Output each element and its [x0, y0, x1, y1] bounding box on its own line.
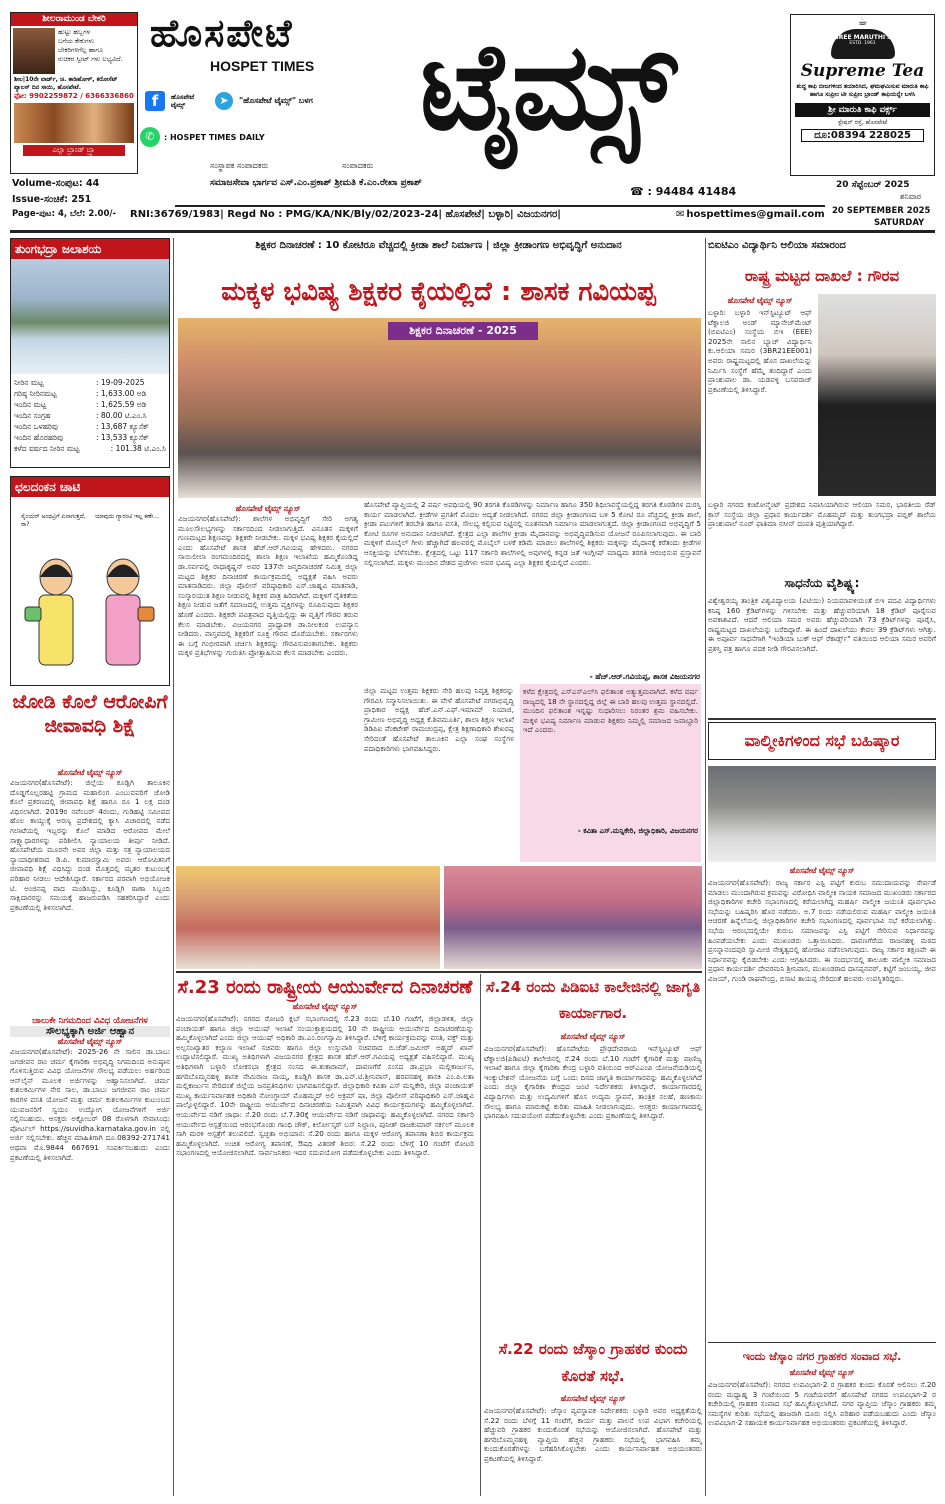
masthead-big-title: ಟೈಮ್ಸ್: [420, 18, 673, 157]
dam-row-value: : 13,687 ಕ್ಯೂಸೆಕ್: [96, 422, 149, 431]
editor-name: ಶ್ರೀಮತಿ ಕೆ.ಎಂ.ರೇಖಾ ಪ್ರಕಾಶ್: [334, 178, 422, 188]
volume-label: Volume-ಸಂಪುಟ: 44: [12, 178, 100, 189]
lead-quote-attr: - ಹೆಚ್.ಆರ್.ಗವಿಯಪ್ಪ, ಶಾಸಕ ವಿಜಯನಗರ: [589, 672, 700, 681]
tea-brand-badge: [831, 29, 895, 59]
dam-box: [10, 238, 170, 468]
cartoon-box: [10, 476, 170, 686]
masthead-rule: [175, 205, 825, 207]
dam-row-label: ಇಂದಿನ ಹೊರಹರಿವು: [14, 433, 64, 442]
telegram-label: "ಹೊಸಪೇಟೆ ಟೈಮ್ಸ್" ಬಳಗ: [239, 96, 313, 105]
date-english: 20 SEPTEMBER 2025: [832, 206, 931, 216]
dam-row: [14, 377, 166, 388]
consumer-headline: ಇಂದು ಜೆಸ್ಕಾಂ ನಗರ ಗ್ರಾಹಕರ ಸಂವಾದ ಸಭೆ.: [742, 1350, 902, 1363]
bitm-byline: ಹೊಸಪೇಟೆ ಟೈಮ್ಸ್ ನ್ಯೂಸ್: [727, 296, 793, 305]
lead-col3: ಜಿಲ್ಲಾ ಮಟ್ಟದ ಉತ್ತಮ ಶಿಕ್ಷಕರು ಸೇರಿ ಹಲವು ನಿವೃತ್ತ ಶಿಕ್ಷಕರನ್ನು ಗೌರವಿಸಿ ಸನ್ಮಾನಿಸಲಾಯಿತು. ಈ ವೇಳೆ ಹೊಸಪೇಟೆ ನಗರಾಭಿವೃದ್ಧಿ ಪ್ರಾಧಿಕಾರ ಅಧ್ಯಕ್ಷ ಹೆಚ್.ಎನ್.ಎಫ್.ಇಮಾಮ್ ನಿಯಾಜಿ, ಗ್ರಾಮೀಣ ಅಭಿವೃದ್ಧಿ ಅಧ್ಯಕ್ಷ ಕೆ.ಶಿವಮೂರ್ತಿ, ಶಾಲಾ ಶಿಕ್ಷಣ ಇಲಾಖೆ ಡಿಡಿಪಿಐ ವೆಂಕಟೇಶ್ ರಾಮಚಂದ್ರಪ್ಪ, ಕ್ಷೇತ್ರ ಶಿಕ್ಷಣಾಧಿಕಾರಿ ಶೇಖರಪ್ಪ ಸೇರಿದಂತೆ ಹೊಸಪೇಟೆ ತಾಲೂಕಿನ ಎಲ್ಲಾ ಸಂಘ ಸಂಸ್ಥೆಗಳ ಪದಾಧಿಕಾರಿಗಳು ಭಾಗವಹಿಸಿದ್ದರು.: [364, 686, 514, 753]
left-story2-body: ವಿಜಯನಗರ(ಹೊಸಪೇಟೆ): 2025-26 ನೇ ಸಾಲಿನ ಡಾ.ಬಾಬು ಜಗಜೀವನ ರಾಂ ಚರ್ಮ ಕೈಗಾರಿಕಾ ಅಭಿವೃದ್ಧಿ ನಿಗಮದಿಂದ ಅನುಷ್ಠಾನ ಗೊಳಿಸುತ್ತಿರುವ ವಿವಿಧ ಯೋಜನೆಗಳ ಸೌಲಭ್ಯ ಪಡೆಯಲು ಅರ್ಹರಿಂದ ಆನ್‌ಲೈನ್ ಮೂಲಕ ಅರ್ಜಿಗಳನ್ನು ಆಹ್ವಾನಿಸಲಾಗಿದೆ. ಚರ್ಮ ಕುಶಲಕರ್ಮಿಗಳ ನೇರ ಸಾಲ, ಡಾ.ಬಾಬು ಜಗಜೀವನ ರಾಂ ಚರ್ಮ ಕಾರಗಳ ವಸತಿ ಯೋಜನೆ ಮತ್ತು ಚರ್ಮ ಕುಶಲಕರ್ಮಿಗಳ ಕುಟುಂಬದ ಯುವಜನರಿಗೆ ಸ್ವಯಂ ಉದ್ಯೋಗ ಯೋಜನೆಗಳಿಗೆ ಅರ್ಜಿ ಸಲ್ಲಿಸಬಹುದು. ಆಸಕ್ತರು ಅಕ್ಟೋಬರ್ 08 ರೊಳಗಾಗಿ ಸೇವಾಸಿಂಧು ಪೋರ್ಟಲ್ https://suvidha.karnataka.gov.in ನಲ್ಲಿ ಅರ್ಜಿ ಸಲ್ಲಿಸಬೇಕು. ಹೆಚ್ಚಿನ ಮಾಹಿತಿಗಾಗಿ ದೂ.08392-271741 ಅಥವಾ ಮೊ.9844 667691 ಸಂಪರ್ಕಿಸಬಹುದು ಎಂದು ಪ್ರಕಟಣೆಯಲ್ಲಿ ತಿಳಿಸಲಾಗಿದೆ.: [10, 1047, 170, 1162]
dam-row: [14, 443, 166, 454]
lead-photo-3: [444, 866, 702, 969]
section-rule: [708, 718, 936, 720]
pdit-body: ವಿಜಯನಗರ(ಹೊಸಪೇಟೆ): ಹೊಸಪೇಟೆಯ ಪ್ರೌಢದೇವರಾಯ ಇನ್‌ಸ್ಟಿಟ್ಯೂಟ್ ಆಫ್ ಟೆಕ್ನಾಲಜಿ(ಪಿಡಿಐಟಿ) ಕಾಲೇಜಿನಲ್ಲಿ ಸೆ.24 ರಂದು ಬೆ.10 ಗಂಟೆಗೆ ಕೈಗಾರಿಕೆ ಮತ್ತು ವಾಣಿಜ್ಯ ಇಲಾಖೆ ಹಾಗೂ ಜಿಲ್ಲಾ ಕೈಗಾರಿಕಾ ಕೇಂದ್ರ ಬಳ್ಳಾರಿ ವತಿಯಿಂದ ಆರ್‌ಎಎಂಪಿ ಯೋಜನೆಯಡಿಯಲ್ಲಿ ಇಂಕ್ಯುಬೇಶನ್ ಯೋಜನೆಯ ಬಗ್ಗೆ ಒಂದು ದಿನದ ಜಾಗೃತಿ ಕಾರ್ಯಾಗಾರವನ್ನು ಹಮ್ಮಿಕೊಳ್ಳಲಾಗಿದೆ ಎಂದು ಜಿಲ್ಲಾ ಕೈಗಾರಿಕಾ ಕೇಂದ್ರದ ಜಂಟಿ ನಿರ್ದೇಶಕರು ತಿಳಿಸಿದ್ದಾರೆ. ಕಾರ್ಯಾಗಾರದಲ್ಲಿ ವಿದ್ಯಾರ್ಥಿಗಳು ಮತ್ತು ಉದ್ಯಮಿಗಳಿಗೆ ಹೊಸ ಉದ್ಯಮ ಸ್ಥಾಪನೆ, ತಾಂತ್ರಿಕ ಸಲಹೆ, ಹಣಕಾಸು ಸೌಲಭ್ಯ ಹಾಗೂ ಮಾರುಕಟ್ಟೆ ಕುರಿತು ಮಾಹಿತಿ ನೀಡಲಾಗುವುದು. ಆಸಕ್ತರು ಕಾರ್ಯಾಗಾರದಲ್ಲಿ ಭಾಗವಹಿಸಿ ಸದುಪಯೋಗ ಪಡೆದುಕೊಳ್ಳಬೇಕು ಎಂದು ಪ್ರಕಟಣೆಯಲ್ಲಿ ತಿಳಿಸಿದ್ದಾರೆ.: [484, 1044, 702, 1121]
dam-photo: [11, 259, 169, 374]
editor-names: [210, 178, 422, 188]
left-story: [10, 690, 170, 1002]
dam-row-label: ಇಂದಿನ ಒಳಹರಿವು: [14, 422, 58, 431]
tea-tagline: ಶುದ್ಧ ಕಾಫಿ ಬೀಜಗಳಿಂದ ತಯಾರಿಸಿದ, ಘಮಘಮಿಸುವ ಮಾರುತಿ ಕಾಫಿ ಹಾಗೂ ಸುಪ್ರೀಂ ಟೀ ಸುಪ್ರೀಂ ಬ್ರಾಂಡ್ ಕಾಫಿಯನ್ನೇ ಬಳಸಿ: [796, 83, 929, 98]
bitm-headline: ರಾಷ್ಟ್ರ ಮಟ್ಟದ ದಾಖಲೆ : ಗೌರವ: [744, 267, 900, 285]
dam-row-label: ಇಂದಿನ ಮಟ್ಟ: [14, 400, 47, 409]
cartoon-title: ಛಲದಂಕನ ಚಾಟಿ: [11, 477, 169, 497]
tea-ad[interactable]: [790, 14, 935, 176]
escom-byline: ಹೊಸಪೇಟೆ ಟೈಮ್ಸ್ ನ್ಯೂಸ್: [560, 1394, 626, 1403]
bakery-phone: ಫೋ: 9902259872 / 6366336860: [14, 92, 134, 100]
left-story-body: ವಿಜಯನಗರ(ಹೊಸಪೇಟೆ): ಜಿಲ್ಲೆಯ ಕೂಡ್ಲಿಗಿ ತಾಲೂಕಿನ ದೊಡ್ಡಗೊಲ್ಲರಹಟ್ಟಿ ಗ್ರಾಮದ ಮಹಾಲಿಂಗ ಎಂಬುವವರಿಗೆ ಜೋಡಿ ಕೊಲೆ ಪ್ರಕರಣದಲ್ಲಿ ಜೀವಾವಧಿ ಶಿಕ್ಷೆ ಹಾಗೂ ರೂ 1 ಲಕ್ಷ ದಂಡ ವಿಧಿಸಲಾಗಿದೆ. 2019ರ ನವೆಂಬರ್ 4ರಂದು, ಗುಡಿಹಟ್ಟಿ ಸಮೀಪದ ಹೊಲ ಕಾಯ್ದುಕ್ಕೆ ಅರಣ್ಯ ಪ್ರದೇಶದಲ್ಲಿ ಕ್ಯಾಸಿ ವಿಚಾರದಲ್ಲಿ ನಡೆದ ಗಲಾಟೆಯಲ್ಲಿ ಇಬ್ಬರನ್ನು ಕೊಲೆ ಮಾಡಿದ ಆರೋಪದ ಮೇಲೆ ಸಾಕ್ಷ್ಯಾಧಾರಗಳನ್ನು ಪರಿಶೀಲಿಸಿ ನ್ಯಾಯಾಲಯ ತೀರ್ಪು ನೀಡಿದೆ. ಹೊಸಪೇಟೆಯ ಮೂರನೇ ಅಪರ ಜಿಲ್ಲಾ ಮತ್ತು ಸತ್ರ ನ್ಯಾಯಾಲಯದ ನ್ಯಾಯಾಧೀಶರಾದ ಡಿ.ಪಿ. ಕುಮಾರಸ್ವಾಮಿ ಅವರು ಆರೋಪಿತನಿಗೆ ಜೀವಾವಧಿ ಶಿಕ್ಷೆ ವಿಧಿಸಿದ್ದು ದಂಡ ಮೊತ್ತದಲ್ಲಿ ಮೃತರ ಕುಟುಂಬಕ್ಕೆ ಪರಿಹಾರ ನೀಡಲು ಆದೇಶಿಸಿದ್ದಾರೆ. ಸರ್ಕಾರದ ಪರವಾಗಿ ಅಭಿಯೋಜಕ ಟಿ. ಅಂಜಿನಪ್ಪ ವಾದ ಮಂಡಿಸಿದ್ದು, ಕೂಡ್ಲಿಗಿ ಠಾಣಾ ಸಿಬ್ಬಂದಿ ಸಾಕ್ಷಿದಾರರನ್ನು ಸಮಯಕ್ಕೆ ಹಾಜರುಪಡಿಸಿ ಸಹಕರಿಸಿದ್ದಾರೆ ಎಂದು ಪ್ರಕಟಣೆಯಲ್ಲಿ ತಿಳಿಸಲಾಗಿದೆ.: [10, 778, 170, 912]
column-rule: [173, 238, 174, 1496]
bitm-body-narrow: ಬಳ್ಳಾರಿ: ಬಳ್ಳಾರಿ ಇನ್‌ಸ್ಟಿಟ್ಯೂಟ್ ಆಫ್ ಟೆಕ್ನಾಲಜಿ ಅಂಡ್ ಮ್ಯಾನೇಜ್‌ಮೆಂಟ್ (ಬಿಐಟಿಎಂ) ಸಂಸ್ಥೆಯ ಬಿಇ (EEE) 2025ನೇ ಸಾಲಿನ ಬ್ಯಾಚ್ ವಿದ್ಯಾರ್ಥಿನಿ ಕು.ಆಲಿಯಾ ಸಮರ (3BR21EE001) ಅವರು ರಾಷ್ಟ್ರಮಟ್ಟದಲ್ಲಿ ಹೊಸ ದಾಖಲೆಯನ್ನು ನಿರ್ಮಿಸಿ ಸಂಸ್ಥೆಗೆ ಹೆಮ್ಮೆ ತಂದಿದ್ದಾರೆ ಎಂದು ಪ್ರಾಂಶುಪಾಲ ಡಾ. ಯಡವಳ್ಳಿ ಬಸವರಾಜ್ ಪ್ರಕಟಣೆಯಲ್ಲಿ ತಿಳಿಸಿದ್ದಾರೆ.: [708, 308, 812, 394]
cartoon-bubble-left: ಸೈಂಯರ್ ಅಂಥವ್ರಿಗೆ ಏನಾಗುತ್ತದೆ, ರಾ?: [21, 513, 86, 528]
dam-row-value: : 1,625.59 ಅಡಿ: [96, 400, 147, 409]
whatsapp-row[interactable]: [140, 126, 320, 148]
facebook-icon: f: [145, 91, 165, 111]
bakery-ad-line: ಬಗೆಯ ಕೇಕುಗಳು: [58, 37, 95, 45]
valmiki-byline: ಹೊಸಪೇಟೆ ಟೈಮ್ಸ್ ನ್ಯೂಸ್: [789, 866, 855, 875]
founder-editor-role: ಸಂಸ್ಥಾಪಕ ಸಂಪಾದಕರು: [210, 161, 269, 170]
dam-row-value: : 13,533 ಕ್ಯೂಸೆಕ್: [96, 433, 149, 442]
masthead-kannada-name: ಹೊಸಪೇಟೆ: [150, 11, 294, 55]
bakery-address: ಶೀಲ|10ನೇ ವಾರ್ಡ್, ಚಿ. ಕಾಡಿಹೋಳ್, ಕರೋಸೆಟ್ ಪ್ಯಾಲಸ್ ದಿನ ಸಾಯಿ, ಹೊಸಪೇಟೆ.: [14, 76, 118, 91]
left-story2-kicker: ಚಾಲುಕೇ ನಿಗಮದಿಂದ ವಿವಿಧ ಯೋಜನೆಗಳ: [32, 1016, 148, 1026]
lead-col1: ವಿಜಯನಗರ(ಹೊಸಪೇಟೆ): ಶಾಲೆಗಳ ಅಭಿವೃದ್ಧಿಗೆ ಸೇರಿ ಅಗತ್ಯ ಮೂಲಸೌಲಭ್ಯಗಳನ್ನು ಸರ್ಕಾರದಿಂದ ನೀಡಲಾಗುತ್ತಿದೆ. ವಿನೂತನ ಮಕ್ಕಳಿಗೆ ಗುಣಮಟ್ಟದ ಶಿಕ್ಷಣವನ್ನು ಶಿಕ್ಷಕರೇ ನೀಡಬೇಕು. ಮಕ್ಕಳ ಭವಿಷ್ಯ ಶಿಕ್ಷಕರ ಕೈಯಲ್ಲಿದೆ ಎಂದು ಹೊಸಪೇಟೆ ಶಾಸಕ ಹೆಚ್.ಆರ್.ಗವಿಯಪ್ಪ ಹೇಳಿದರು. ನಗರದ ಸಾಯಿಲೀಲಾ ರಂಗಮಂದಿರದಲ್ಲಿ ಶಾಲಾ ಶಿಕ್ಷಣ ಇಲಾಖೆಯ ಹಮ್ಮಿಕೊಂಡಿದ್ದ ಡಾ.ಸರ್ವಪಲ್ಲಿ ರಾಧಾಕೃಷ್ಣನ್ ಅವರ 137ನೇ ಜನ್ಮದಿನಾಚರಣೆ ನಿಮಿತ್ತ ಜಿಲ್ಲಾ ಮಟ್ಟದ ಶಿಕ್ಷಕರ ದಿನಾಚರಣೆ ಕಾರ್ಯಕ್ರಮದಲ್ಲಿ ಅಧ್ಯಕ್ಷತೆ ವಹಿಸಿ ಅವರು ಮಾತನಾಡಿದರು. ಜಿಲ್ಲಾ ಪೊಲೀಸ್ ವರಿಷ್ಠಾಧಿಕಾರಿ ಎಸ್.ಜಾಹ್ನವಿ ಮಾತನಾಡಿ, ಸಂಸ್ಕಾರಯುತ ಶಿಕ್ಷಣ ನೀಡುವಲ್ಲಿ ಶಿಕ್ಷಕರ ಪಾತ್ರ ಹಿರಿದಾಗಿದೆ. ಮಕ್ಕಳಿಗೆ ನೈತಿಕತೆಯ ಶಿಕ್ಷಣ ನೀಡುವ ಜತೆಗೆ ಸಮಾಜದಲ್ಲಿ ಉತ್ತಮ ವ್ಯಕ್ತಿಗಳನ್ನು ರೂಪಿಸುವುದು ಶಿಕ್ಷಕರ ಹೊಣೆ ಎಂದರು. ಶಿಕ್ಷಕರೇ ಪವಿತ್ರವಾದ ವೃತ್ತಿಯಲ್ಲಿದ್ದು ಈ ವೃತ್ತಿಗೆ ಗೌರವ ತರುವ ಕೆಲಸ ಮಾಡಬೇಕು. ವಿಜಯನಗರ ಪ್ರಾಧ್ಯಾಪಕ ಡಾ.ನೀಲಕಂಠ ಉಪನ್ಯಾಸ ನೀಡಿದರು. ವಾಸ್ತವದಲ್ಲಿ ಶಿಕ್ಷಕರಿಗೆ ಸೂಕ್ತ ಗೌರವ ದೊರೆಯಬೇಕು. ಸರ್ಕಾರಗಳು ಈ ಬಗ್ಗೆ ಗಂಭೀರವಾಗಿ ಚರ್ಚಿಸಿ ಶಿಕ್ಷಕರನ್ನು ಗೌರವಿಸುವಂತಾಗಬೇಕು. ಶಿಕ್ಷಕರು ಮಕ್ಕಳ ಪ್ರತಿಭೆಗಳನ್ನು ಗುರುತಿಸಿ ಪ್ರೋತ್ಸಾಹಿಸುವ ಕೆಲಸ ಮಾಡಬೇಕು ಎಂದರು.: [178, 514, 358, 658]
tea-estd: ESTD. 1961: [849, 41, 876, 46]
bitm-student-photo: [818, 294, 936, 496]
left-story-byline: ಹೊಸಪೇಟೆ ಟೈಮ್ಸ್ ನ್ಯೂಸ್: [57, 768, 123, 777]
bitm-subhead: ಸಾಧನೆಯ ವೈಶಿಷ್ಟ್ಯ:: [784, 576, 860, 590]
pdit-headline: ಸೆ.24 ರಂದು ಪಿಡಿಐಟಿ ಕಾಲೇಜಿನಲ್ಲಿ ಜಾಗೃತಿ ಕಾರ್ಯಾಗಾರ.: [485, 978, 701, 1022]
day-english: SATURDAY: [874, 218, 925, 228]
dam-row-value: : 80.00 ಟಿ.ಎಂ.ಸಿ: [96, 411, 147, 420]
tea-address: ಸ್ಟೇಷನ್ ರಸ್ತೆ, ಹೊಸಪೇಟೆ: [837, 119, 888, 126]
bakery-ad-line: ಬೇಕರಿಗಳಿಗೆಲ್ಲ ಹಾಗೂ: [58, 46, 104, 54]
editor-role: ಸಂಪಾದಕರು: [342, 161, 374, 170]
bakery-brand: ಎಲ್ಲಾ ಬ್ರಾಂಡ್ ಬ್ರ್ಯಾ: [23, 145, 125, 156]
dam-row-value: : 19-09-2025: [96, 378, 145, 387]
lead-photo-2: [176, 866, 440, 969]
telegram-icon: ➤: [215, 92, 233, 110]
email-address: hospettimes@gmail.com: [686, 209, 825, 220]
bakery-portrait-photo: [13, 28, 55, 74]
escom-body: ವಿಜಯನಗರ(ಹೊಸಪೇಟೆ): ಜೆಸ್ಕಾಂ ವ್ಯವಸ್ಥಾಪಕ ನಿರ್ದೇಶಕರು ಬಳ್ಳಾರಿ ಅವರ ಅಧ್ಯಕ್ಷತೆಯಲ್ಲಿ ಸೆ.22 ರಂದು ಬೆಳಗ್ಗೆ 11 ಗಂಟೆಗೆ, ಕಾರ್ಯ ಮತ್ತು ಪಾಲನೆ ಉಪ ವಿಭಾಗ ಕಚೇರಿಯಲ್ಲಿ ಹೆಚ್ಚುವರಿ ಗ್ರಾಹಕರ ಕುಂದುಕೊರತೆ ಸಭೆಯನ್ನು ಆಯೋಜಿಸಲಾಗಿದೆ. ಹೊಸಪೇಟೆ ಮತ್ತು ಹಗರಿಬೊಮ್ಮನಹಳ್ಳಿ ವ್ಯಾಪ್ತಿಯ ಹೆಚ್ಚಿನ ಗ್ರಾಹಕರು ಸಭೆಯಲ್ಲಿ ಭಾಗವಹಿಸಿ ತಮ್ಮ ಕುಂದುಕೊರತೆಗಳನ್ನು ಬಗೆಹರಿಸಿಕೊಳ್ಳಬೇಕು ಎಂದು ಕಾರ್ಯನಿರ್ವಾಹಕ ಅಭಿಯಂತರರು ಪ್ರಕಟಣೆಯಲ್ಲಿ ತಿಳಿಸಿದ್ದಾರೆ.: [484, 1406, 702, 1463]
phone-number: ☎ : 94484 41484: [630, 185, 737, 198]
valmiki-headline: ವಾಲ್ಮೀಕಿಗಳಿಂದ ಸಭೆ ಬಹಿಷ್ಕಾರ: [744, 731, 900, 750]
dam-row-value: : 1,633.00 ಅಡಿ: [96, 389, 147, 398]
whatsapp-icon: ✆: [140, 127, 160, 147]
bakery-cakes-photo: [14, 103, 134, 143]
dam-row: [14, 410, 166, 421]
tea-phone: ದೂ:08394 228025: [801, 129, 924, 142]
section-rule: [708, 1342, 936, 1343]
email-row[interactable]: [676, 209, 825, 220]
left-story2-byline: ಹೊಸಪೇಟೆ ಟೈಮ್ಸ್ ನ್ಯೂಸ್: [57, 1037, 123, 1046]
consumer-body: ವಿಜಯನಗರ(ಹೊಸಪೇಟೆ): ನಗರದ ಉಪವಿಭಾಗ-2 ರ ಗ್ರಾಹಕರ ಕುಂದು ಕೊರತೆ ಆಲಿಸಲು ಸೆ.20 ರಂದು ಮಧ್ಯಾಹ್ನ 3 ಗಂಟೆಯಿಂದ 5 ಗಂಟೆಯವರೆಗೆ ಹೊಸಪೇಟೆ ನಗರದ ಉಪವಿಭಾಗ-2 ರ ಕಚೇರಿಯಲ್ಲಿ ಗ್ರಾಹಕರ ಸಂವಾದ ಸಭೆ ಹಮ್ಮಿಕೊಳ್ಳಲಾಗಿದೆ. ನಗರ ವ್ಯಾಪ್ತಿಯ ಜೆಸ್ಕಾಂ ಗ್ರಾಹಕರು ತಮ್ಮ ಸಮಸ್ಯೆಗಳ ಕುರಿತು ಸಭೆಯಲ್ಲಿ ಹಾಜರಾಗಿ ದೂರು ಸಲ್ಲಿಸಿ ಪರಿಹಾರ ಪಡೆಯಬಹುದು ಎಂದು ಜೆಸ್ಕಾಂ ಉಪವಿಭಾಗ-2 ಸಹಾಯಕ ಕಾರ್ಯನಿರ್ವಾಹಕ ಅಭಿಯಂತರರು ಪ್ರಕಟಣೆಯಲ್ಲಿ ತಿಳಿಸಿದ್ದಾರೆ.: [708, 1380, 936, 1428]
lead-byline: ಹೊಸಪೇಟೆ ಟೈಮ್ಸ್ ನ್ಯೂಸ್: [235, 504, 301, 513]
lead-quote-box: [520, 684, 701, 862]
dam-row-label: ಗರಿಷ್ಠ ನೀರಿನಮಟ್ಟ: [14, 389, 57, 398]
lead-col2: ಹೊಸಪೇಟೆ ವ್ಯಾಪ್ತಿಯಲ್ಲಿ 2 ವರ್ಷ ಅವಧಿಯಲ್ಲಿ 90 ತರಗತಿ ಕೊಠಡಿಗಳನ್ನು ನಿರ್ಮಾಣ ಹಾಗೂ 350 ಶಿಥಿಲಾವಸ್ಥೆಯಲ್ಲಿದ್ದ ತರಗತಿ ಕೊಠಡಿಗಳ ದುರಸ್ತಿ ಕಾರ್ಯ ಮಾಡಲಾಗಿದೆ. ಕ್ರೀಡೆಗಳ ಪ್ರಗತಿಗೆ ಮೊದಲ ಆದ್ಯತೆ ನೀಡಲಾಗಿದೆ. ನಗರದ ಜಿಲ್ಲಾ ಕ್ರೀಡಾಂಗಣದ ಬಳಿ 5 ಕೋಟಿ ರೂ ವೆಚ್ಚದಲ್ಲಿ ಕ್ರೀಡಾ ಶಾಲೆ, ಕ್ರೀಡಾ ಪಟುಗಳಿಗೆ ತರಬೇತಿ ಹಾಗೂ ವಸತಿ, ಸೌಲಭ್ಯ ಕಲ್ಪಿಸುವ ನಿಟ್ಟಿನಲ್ಲಿ ನೂತನವಾಗಿ ನಿರ್ಮಾಣ ಮಾಡಲಾಗುತ್ತದೆ. ಜಿಲ್ಲಾ ಕ್ರೀಡಾಂಗಣದ ಅಭಿವೃದ್ಧಿಗೆ 5 ಕೋಟಿ ರೂಗಳ ಅನುದಾನ ನೀಡಲಾಗಿದೆ. ಕ್ಷೇತ್ರದ ಎಲ್ಲಾ ಶಾಲೆಗಳ ಕ್ರೀಡಾ ಮೈದಾನವನ್ನು ಅಭಿವೃದ್ಧಿಪಡಿಸುವ ಯೋಜನೆ ರೂಪಿಸಲಾಗುವುದು. ಈ ಬಾರಿ ಮಕ್ಕಳಿಗೆ ಮೊಬೈಲ್ ಗೀಳು ಹೆಚ್ಚಾಗಿದೆ ಹಲವರಲ್ಲಿ ಮೊಬೈಲ್ ಬಳಕೆ ಕಡಿಮೆ ಮಾಡಲು ಶಾಲೆಗಳಲ್ಲಿ ಶಿಕ್ಷಕರು ಮಕ್ಕಳನ್ನು ಮೈದಾನಕ್ಕೆ ಕರೆತಂದು ಕ್ರೀಡೆಗಳ ಆಸಕ್ತಿಯನ್ನು ಬೆಳೆಸಬೇಕು. ಕ್ಷೇತ್ರದಲ್ಲಿ ಒಟ್ಟು 117 ಸರ್ಕಾರಿ ಶಾಲೆಗಳಲ್ಲಿ ಅವುಗಳಲ್ಲಿ ಕನ್ನಡ ಜತೆ ಇಂಗ್ಲೀಷ್ ಮಾಧ್ಯಮ ತರಗತಿ ಆರಂಭಿಸುವ ಪ್ರಸ್ತಾವನೆ ಸಲ್ಲಿಸಲಾಗಿದೆ. ಮಕ್ಕಳು ಮುಂದಿನ ದೇಶದ ಪ್ರಜೆಗಳು ಅವರ ಭವಿಷ್ಯ ಎಲ್ಲಾ ಶಿಕ್ಷಕರ ಕೈಯಲ್ಲಿದೆ ಎಂದರು.: [364, 500, 701, 567]
valmiki-photo: [708, 766, 936, 862]
column-rule: [705, 238, 706, 1496]
left-story2-headline: ಸೌಲಭ್ಯಕ್ಕಾಗಿ ಅರ್ಜಿ ಆಹ್ವಾನ: [10, 1026, 170, 1037]
left-story2: [10, 1016, 170, 1496]
facebook-label: ಹೊಸಪೇಟೆ ಟೈಮ್ಸ್: [171, 93, 195, 109]
pages-price: Page-ಪುಟ: 4, ಬೆಲೆ: 2.00/-: [12, 209, 117, 219]
dam-row: [14, 432, 166, 443]
registration-line: RNI:36769/1983| Regd No : PMG/KA/NK/Bly/02/2023-24| ಹೊಸಪೇಟೆ| ಬಳ್ಳಾರಿ| ವಿಜಯನಗರ|: [130, 209, 561, 220]
lead-headline: ಮಕ್ಕಳ ಭವಿಷ್ಯ ಶಿಕ್ಷಕರ ಕೈಯಲ್ಲಿದೆ : ಶಾಸಕ ಗವಿಯಪ್ಪ: [221, 277, 656, 307]
tea-works: ಶ್ರೀ ಮಾರುತಿ ಕಾಫಿ ವರ್ಕ್ಸ್: [795, 103, 930, 117]
lead-photo-banner: ಶಿಕ್ಷಕರ ದಿನಾಚರಣೆ - 2025: [388, 322, 538, 340]
founder-editor-name: ಸಮಾಜಸೇವಾ ಭಾರ್ಗವ ಎಸ್.ಎಂ.ಪ್ರಕಾಶ್: [210, 178, 332, 188]
date-kannada: 20 ಸೆಪ್ಟೆಂಬರ್ 2025: [836, 180, 910, 190]
cartoon-bubble-right: ಯಾವುದು ಗ್ಯಾರಂಟಿ ಇಲ್ಲ ಕಣೇ...: [95, 513, 159, 520]
lead-kicker: ಶಿಕ್ಷಕರ ದಿನಾಚರಣೆ : 10 ಕೋಟಿರೂ ವೆಚ್ಚದಲ್ಲಿ ಕ್ರೀಡಾ ಶಾಲೆ ನಿರ್ಮಾಣ | ಜಿಲ್ಲಾ ಕ್ರೀಡಾಂಗಣ ಅಭಿವೃದ್ಧಿಗೆ ಅನುದಾನ: [255, 240, 622, 251]
section-rule: [176, 971, 702, 973]
dam-row-label: ಇಂದಿನ ಸಂಗ್ರಹ: [14, 411, 51, 420]
ayurveda-byline: ಹೊಸಪೇಟೆ ಟೈಮ್ಸ್ ನ್ಯೂಸ್: [292, 1002, 358, 1011]
valmiki-headline-box: [708, 722, 936, 760]
consumer-byline: ಹೊಸಪೇಟೆ ಟೈಮ್ಸ್ ನ್ಯೂಸ್: [789, 1368, 855, 1377]
pdit-byline: ಹೊಸಪೇಟೆ ಟೈಮ್ಸ್ ನ್ಯೂಸ್: [560, 1032, 626, 1041]
left-story-headline: ಜೋಡಿ ಕೊಲೆ ಆರೋಪಿಗೆ ಜೀವಾವಧಿ ಶಿಕ್ಷೆ: [12, 691, 168, 737]
dam-row-label: ಕಳೆದ ವರ್ಷದ ನೀರಿನ ಮಟ್ಟ: [14, 444, 80, 453]
bitm-body-wide: ಬಳ್ಳಾರಿ ನಗರದ ಕಂಟೋನ್ಮೆಂಟ್ ಪ್ರದೇಶದ ನಿವಾಸಿಯಾಗಿರುವ ಆಲಿಯಾ ಸಮರ, ಭಾರತೀಯ ರೆಡ್ ಕ್ರಾಸ್ ಸಂಸ್ಥೆಯ ಜಿಲ್ಲಾ ಪ್ರಧಾನ ಕಾರ್ಯದರ್ಶಿ ಮೊಹಮ್ಮದ್ ಮತ್ತು ತುಂಗಭದ್ರಾ ಪಬ್ಲಿಕ್ ಶಾಲೆಯ ಪ್ರಾಂಶುಪಾಲೆ ನೂರ್ ಫಾತಿಮಾ ನಸೀನ್ ದಂಪತಿ ಪುತ್ರಿಯಾಗಿದ್ದಾರೆ.: [708, 500, 936, 529]
bakery-ad-title: ಶೀಲರಾಮುಂಡ ಬೇಕರಿ: [11, 13, 137, 26]
cartoon-illustration: [11, 547, 169, 677]
masthead-english-name: HOSPET TIMES: [210, 58, 315, 74]
mail-icon: ✉: [676, 209, 685, 220]
ayurveda-headline: ಸೆ.23 ರಂದು ರಾಷ್ಟ್ರೀಯ ಆಯುರ್ವೇದ ದಿನಾಚರಣೆ: [177, 977, 473, 998]
dam-row: [14, 421, 166, 432]
tea-cup-icon: ☕: [857, 15, 868, 28]
tea-brand: SREE MARUTHI's: [834, 34, 891, 41]
section-rule: [480, 974, 481, 1496]
bakery-ad-line: ಹುಟ್ಟು ಹಬ್ಬಗಳ: [58, 28, 91, 36]
lead-quote-box-attr: - ಕವಿತಾ ಎಸ್.ಮನ್ನಿಕೇರಿ, ಜಿಲ್ಲಾಧಿಕಾರಿ, ವಿಜಯನಗರ: [577, 827, 698, 835]
facebook-row[interactable]: [145, 90, 420, 112]
bitm-body2: ವಿಶ್ವೇಶ್ವರಯ್ಯ ತಾಂತ್ರಿಕ ವಿಶ್ವವಿದ್ಯಾಲಯ (ವಿಟಿಯು) ನಿಯಮಾವಳಿಯಂತೆ ಬಿಇ ಪದವಿ ವಿದ್ಯಾರ್ಥಿಗಳು ಕನಿಷ್ಠ 160 ಕ್ರೆಡಿಟ್‌ಗಳನ್ನು ಗಳಿಸಬೇಕು ಮತ್ತು ಹೆಚ್ಚುವರಿಯಾಗಿ 18 ಕ್ರೆಡಿಟ್ ಪೂರೈಸುವ ಅವಕಾಶವಿದೆ. ಆದರೆ ಆಲಿಯಾ ಸಮರ ಅವರು ಹೆಚ್ಚುವರಿಯಾಗಿ 73 ಕ್ರೆಡಿಟ್‌ಗಳನ್ನು ಪೂರೈಸಿ, ರಾಷ್ಟ್ರಮಟ್ಟದ ದಾಖಲೆಯನ್ನು ಬರೆದಿದ್ದಾರೆ. ಈ ಹಿಂದೆ ದಾಖಲೆಯು ಕೇವಲ 39 ಕ್ರೆಡಿಟ್‌ಗಳು ಆಗಿತ್ತು. ಈ ಅಪೂರ್ವ ಸಾಧನೆಗಾಗಿ "ಇಂಡಿಯಾ ಬುಕ್ ಆಫ್ ರೆಕಾರ್ಡ್ಸ್" ವತಿಯಿಂದ ಆಲಿಯಾ ಸಮರ ಅವರಿಗೆ ಪ್ರಶಸ್ತಿ ಪತ್ರ ಹಾಗೂ ಪದಕ ನೀಡಿ ಗೌರವಿಸಲಾಗಿದೆ.: [708, 596, 936, 653]
tea-name: Supreme Tea: [800, 61, 925, 81]
dam-title: ತುಂಗಭದ್ರಾ ಜಲಾಶಯ: [11, 239, 169, 259]
issue-label: Issue-ಸಂಚಿಕೆ: 251: [12, 194, 92, 205]
dam-row: [14, 399, 166, 410]
lead-quote-text: ಕಳೆದ ಕ್ಷೇತ್ರದಲ್ಲಿ ಎಸ್ಎಸ್ಎಲ್‌ಸಿ ಫಲಿತಾಂಶ ಅತ್ಯುತ್ತಮವಾಗಿದೆ. ಕಳೆದ ವರ್ಷ ರಾಜ್ಯದಲ್ಲಿ 18 ನೇ ಸ್ಥಾನದಲ್ಲಿದ್ದ ಜಿಲ್ಲೆ ಈ ಬಾರಿ ಹಲವು ಉತ್ತಮ ಸ್ಥಾನದಲ್ಲಿದೆ. ಮುಂದಿನ ಫಲಿತಾಂಶ ಇನ್ನಷ್ಟು ಸುಧಾರಿಸಲು ನಿರಂತರ ಶ್ರಮ ವಹಿಸಬೇಕು. ಮಕ್ಕಳ ಭವಿಷ್ಯ ನಿರ್ಮಾಣ ಮಾಡುವ ಶಿಕ್ಷಕರು ನಿಮ್ಮಲ್ಲಿ ಸಮಾಜದ ಜವಾಬ್ದಾರಿ ಇದೆ ಎಂದರು.: [523, 687, 698, 735]
escom-headline: ಸೆ.22 ರಂದು ಜೆಸ್ಕಾಂ ಗ್ರಾಹಕರ ಕುಂದು ಕೊರತೆ ಸಭೆ.: [498, 1340, 688, 1385]
dam-row: [14, 388, 166, 399]
day-kannada: ಶನಿವಾರ: [900, 192, 922, 201]
bitm-kicker: ಬಿಐಟಿಎಂ ವಿದ್ಯಾರ್ಥಿನಿ ಆಲಿಯಾ ಸಮಾರಂದ: [708, 240, 846, 251]
valmiki-body: ವಿಜಯನಗರ(ಹೊಸಪೇಟೆ): ರಾಜ್ಯ ಸರ್ಕಾರ ಎಸ್ಟಿ ಪಟ್ಟಿಗೆ ಕುರುಬ ಸಮುದಾಯವನ್ನು ಸೇರ್ಪಡೆ ಮಾಡಲು ಮುಂದಾಗಿರುವ ಕ್ರಮವನ್ನು ವಿರೋಧಿಸಿ ವಾಲ್ಮೀಕಿ ನಾಯಕ ಸಮಾಜದ ಮುಖಂಡರು ಸರ್ಕಾರದ ಜಿಲ್ಲಾಧಿಕಾರಿಗಳ ಕಚೇರಿ ಸಭಾಂಗಣದಲ್ಲಿ ಕರೆಯಲಾಗಿದ್ದ ಮಹರ್ಷಿ ವಾಲ್ಮೀಕಿ ಜಯಂತಿ ಪೂರ್ವಭಾವಿ ಸಭೆಯನ್ನು ಬಹಿಷ್ಕರಿಸಿ ಹೊರ ನಡೆದರು. ಅ.7 ರಂದು ನಡೆಯಲಿರುವ ಮಹರ್ಷಿ ವಾಲ್ಮೀಕಿ ಜಯಂತಿ ಆಚರಣೆ ಹಿನ್ನೆಲೆಯಲ್ಲಿ ಜಿಲ್ಲಾಧಿಕಾರಿಗಳ ಕಚೇರಿ ಸಭಾಂಗಣದಲ್ಲಿ ಪೂರ್ವಭಾವಿ ಸಭೆ ಕರೆಯಲಾಗಿತ್ತು. ಸಭೆಯ ಆರಂಭದಲ್ಲಿಯೇ ಕುರುಬ ಸಮಾಜವನ್ನು ಎಸ್ಟಿ ಪಟ್ಟಿಗೆ ಸೇರಿಸುವ ನಿರ್ಧಾರವನ್ನು ಹಿಂಪಡೆಯಬೇಕು ಎಂದು ಮುಖಂಡರು ಒತ್ತಾಯಿಸಿದರು. ದಾವಣಗೆರೆಯ ರಾಜನಹಳ್ಳಿ ಮಠದ ಪ್ರಸನ್ನಾನಂದಪುರಿ ಸ್ವಾಮೀಜಿ ನೇತೃತ್ವದಲ್ಲಿ ಹೋರಾಟ ನಡೆಸಲಾಗುವುದು. ರಾಜ್ಯ ಸರ್ಕಾರ ತಕ್ಷಣವೇ ಈ ನಿರ್ಧಾರವನ್ನು ಕೈಬಿಡಬೇಕು ಎಂದು ಆಗ್ರಹಿಸಿದರು. ಈ ಸಂದರ್ಭದಲ್ಲಿ ತಾಲೂಕು ವಾಲ್ಮೀಕಿ ಸಮಾಜದ ಪ್ರಧಾನ ಕಾರ್ಯದರ್ಶಿ ದೇವರಮನಿ ಶ್ರೀನಿವಾಸ, ಮುಖಂಡರಾದ ದಾಸಪ್ಪನವರ್, ಕಟ್ಟಿಗೆ ಜಂಬಯ್ಯ, ಜೀವ ವಿಜಯ್, ಗುಂಡಿ ರಾಘವೇಂದ್ರ, ಬಿಸಾಟಿ ತಾಯಪ್ಪ ಸೇರಿದಂತೆ ಹಲವರು ಉಪಸ್ಥಿತರಿದ್ದರು.: [708, 878, 936, 983]
ayurveda-body: ವಿಜಯನಗರ(ಹೊಸಪೇಟೆ): ನಗರದ ರೋಟರಿ ಕ್ಲಬ್ ಸಭಾಂಗಣದಲ್ಲಿ ಸೆ.23 ರಂದು ಬೆ.10 ಗಂಟೆಗೆ, ಜಿಲ್ಲಾಡಳಿತ, ಜಿಲ್ಲಾ ಪಂಚಾಯತ್ ಹಾಗೂ ಜಿಲ್ಲಾ ಆಯುಷ್ ಇಲಾಖೆ ಸಂಯುಕ್ತಾಶ್ರಯದಲ್ಲಿ 10 ನೇ ರಾಷ್ಟ್ರೀಯ ಆಯುರ್ವೇದ ದಿನಾಚರಣೆಯನ್ನು ಹಮ್ಮಿಕೊಳ್ಳಲಾಗಿದೆ ಎಂದು ಜಿಲ್ಲಾ ಆಯುಷ್ ಅಧಿಕಾರಿ ಡಾ.ಎಂ.ರಂಗಸ್ವಾಮಿ ತಿಳಿಸಿದ್ದಾರೆ. ಬೆಳಿಗ್ಗೆ ಕಾರ್ಯಕ್ರಮವನ್ನು ವಸತಿ, ವಕ್ಫ್ ಮತ್ತು ಅಲ್ಪಸಂಖ್ಯಾತರ ಕಲ್ಯಾಣ ಇಲಾಖೆ ಸಚಿವರು ಹಾಗೂ ಜಿಲ್ಲಾ ಉಸ್ತುವಾರಿ ಸಚಿವರಾದ ಬಿ.ಜೆಡ್.ಜಮೀರ್ ಅಹ್ಮದ್ ಖಾನ್ ಉದ್ಘಾಟಿಸಲಿದ್ದಾರೆ. ಮುಖ್ಯ ಅತಿಥಿಗಳಾಗಿ ವಿಜಯನಗರ ಕ್ಷೇತ್ರದ ಶಾಸಕ ಹೆಚ್.ಆರ್.ಗವಿಯಪ್ಪ ಅಧ್ಯಕ್ಷತೆ ವಹಿಸಲಿದ್ದಾರೆ. ಮುಖ್ಯ ಅತಿಥಿಗಳಾಗಿ ಬಳ್ಳಾರಿ ಲೋಕಸಭಾ ಕ್ಷೇತ್ರದ ಸಂಸದ ಈ.ತುಕಾರಾಮ್, ದಾವಣಗೆರೆ ಸಂಸದ ಡಾ.ಪ್ರಭಾ ಮಲ್ಲಿಕಾರ್ಜುನ, ಹಗರಿಬೊಮ್ಮನಹಳ್ಳಿ ಶಾಸಕ ನೇಮಿರಾಜ ನಾಯ್ಕ, ಕೂಡ್ಲಿಗಿ ಶಾಸಕ ಡಾ.ಎನ್.ಟಿ.ಶ್ರೀನಿವಾಸ್, ಹರಪನಹಳ್ಳಿ ಶಾಸಕಿ ಎಂ.ಪಿ.ಲತಾ ಮಲ್ಲಿಕಾರ್ಜುನ ಸೇರಿದಂತೆ ಜಿಲ್ಲೆಯ ಜನಪ್ರತಿನಿಧಿಗಳು ಭಾಗವಹಿಸಲಿದ್ದಾರೆ. ಜಿಲ್ಲಾಧಿಕಾರಿ ಕವಿತಾ ಎಸ್ ಮನ್ನಿಕೇರಿ, ಜಿಲ್ಲಾ ಪಂಚಾಯತ್ ಮುಖ್ಯ ಕಾರ್ಯನಿರ್ವಾಹಕ ಅಧಿಕಾರಿ ನೋಂಗ್ಜಾಯ್ ಮೊಹಮ್ಮದ್ ಅಲಿ ಅಕ್ರಮ್ ಷಾ, ಜಿಲ್ಲಾ ಪೊಲೀಸ್ ವರಿಷ್ಠಾಧಿಕಾರಿ ಎಸ್.ಜಾಹ್ನವಿ ಪಾಲ್ಗೊಳ್ಳಲಿದ್ದಾರೆ. 10ನೇ ರಾಷ್ಟ್ರೀಯ ಆಯುರ್ವೇದ ದಿನಾಚರಣೆಯ ನಿಮಿತ್ತವಾಗಿ ವಿವಿಧ ಕಾರ್ಯಕ್ರಮಗಳನ್ನು ಹಮ್ಮಿಕೊಳ್ಳಲಾಗಿದೆ. ಆಯುರ್ವೇದ ನಡಿಗೆ ಜಾಥಾ: ಸೆ.20 ರಂದು ಬೆ.7.30ಕ್ಕೆ ಆಯುರ್ವೇದ ನಡಿಗೆ ಜಾಥಾವನ್ನು ಹಮ್ಮಿಕೊಳ್ಳಲಾಗಿದೆ. ನಗರದ ಸರ್ಕಾರಿ ಆಯುರ್ವೇದ ಆಸ್ಪತ್ರೆಯಿಂದ ಆರಂಭಗೊಂಡು ಗಾಂಧಿ ಚೌಕ್, ಕಿರ್ಲೋಸ್ಕರ್ ಬಸ್ ನಿಲ್ದಾಣ, ಪುನೀತ್ ರಾಜಕುಮಾರ್ ಸರ್ಕಲ್ ಮೂಲಕ ಸಾಗಿ ಮರಳಿ ಆಸ್ಪತ್ರೆಗೆ ತಲುಪಲಿದೆ. ಸ್ವಚ್ಛತಾ ಅಭಿಯಾನ: ಸೆ.20 ರಂದು ಹಾಗೂ ಮಕ್ಕಳ ಆರೋಗ್ಯ ತಪಾಸಣಾ ಶಿಬಿರ ಕಾರ್ಯಕ್ರಮ ಹಮ್ಮಿಕೊಳ್ಳಲಾಗಿದೆ. ಉಚಿತ ಆರೋಗ್ಯ ತಪಾಸಣೆ, ಔಷಧಿ ವಿತರಣೆ ಶಿಬಿರ: ಸೆ.22 ರಂದು ಬೆಳಿಗ್ಗೆ 10 ಗಂಟೆಗೆ ರೋಟರಿ ಸಭಾಂಗಣದಲ್ಲಿ ಆಯೋಜಿಸಲಾಗಿದೆ. ಸಾರ್ವಜನಿಕರು ಇದರ ಸದುಪಯೋಗ ಪಡೆದುಕೊಳ್ಳಬೇಕು ಎಂದು ತಿಳಿಸಿದ್ದಾರೆ.: [176, 1014, 474, 1158]
lead-photo: [178, 318, 701, 498]
dam-row-label: ನೀರಿನ ಮಟ್ಟ: [14, 378, 44, 387]
bakery-ad-line: ರುಚಿಕರ ಸ್ವೀಟ್ ಗಳು ಲಭ್ಯವಿದೆ.: [58, 55, 123, 63]
whatsapp-label: : HOSPET TIMES DAILY: [164, 132, 265, 142]
dam-row-value: : 101.38 ಟಿ.ಎಂ.ಸಿ: [110, 444, 166, 453]
header-bottom-rule: [10, 230, 935, 233]
bakery-ad[interactable]: [10, 12, 138, 174]
